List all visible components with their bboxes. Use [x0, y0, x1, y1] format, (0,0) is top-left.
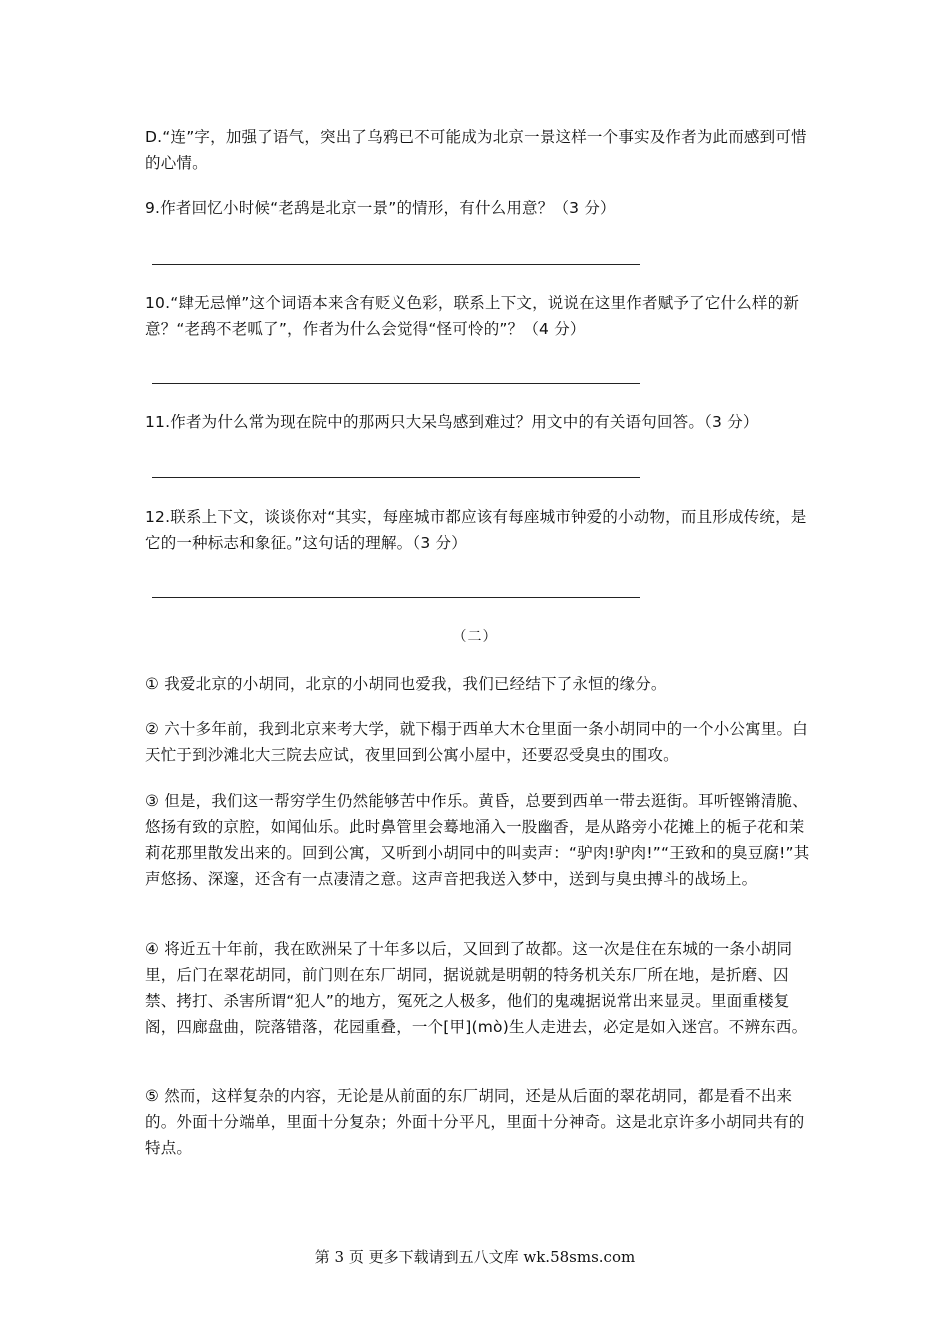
paragraph-5: ⑤ 然而，这样复杂的内容，无论是从前面的东厂胡同，还是从后面的翠花胡同，都是看不出来的。外面十分端单，里面十分复杂；外面十分平凡，里面十分神奇。这是北京许多小胡同共有的特点。	[145, 1087, 805, 1157]
paragraph-4: ④ 将近五十年前，我在欧洲呆了十年多以后，又回到了故都。这一次是住在东城的一条小胡同里，后门在翠花胡同，前门则在东厂胡同，据说就是明朝的特务机关东厂所在地，是折磨、囚禁、拷打、杀害所谓“犯人”的地方，冤死之人极多，他们的鬼魂据说常出来显灵。里面重楼复阁，四廊盘曲，院落错落，花园重叠，一个[甲](mò)生人走进去，必定是如入迷宫。不辨东西。	[145, 940, 808, 1036]
paragraph-2: ② 六十多年前，我到北京来考大学，就下榻于西单大木仓里面一条小胡同中的一个小公寓里。白天忙于到沙滩北大三院去应试，夜里回到公寓小屋中，还要忍受臭虫的围攻。	[145, 720, 808, 764]
question-12: 12.联系上下文，谈谈你对“其实，每座城市都应该有每座城市钟爱的小动物，而且形成传统，是它的一种标志和象征。”这句话的理解。（3 分）	[145, 508, 807, 552]
paragraph-1: ① 我爱北京的小胡同，北京的小胡同也爱我，我们已经结下了永恒的缘分。	[145, 675, 667, 693]
answer-line-q11[interactable]	[152, 477, 640, 478]
section-title: （二）	[452, 629, 498, 645]
question-9: 9.作者回忆小时候“老鸹是北京一景”的情形，有什么用意？（3 分）	[145, 199, 616, 217]
page-footer: 第 3 页 更多下载请到五八文库 wk.58sms.com	[314, 1248, 636, 1266]
question-11: 11.作者为什么常为现在院中的那两只大呆鸟感到难过？用文中的有关语句回答。（3 分）	[145, 413, 759, 431]
option-d-text: D.“连”字，加强了语气，突出了乌鸦已不可能成为北京一景这样一个事实及作者为此而感到可惜的心情。	[145, 128, 807, 172]
answer-line-q9[interactable]	[152, 264, 640, 265]
paragraph-3: ③ 但是，我们这一帮穷学生仍然能够苦中作乐。黄昏，总要到西单一带去逛街。耳听铿锵清脆、悠扬有致的京腔，如闻仙乐。此时鼻管里会蓦地涌入一股幽香，是从路旁小花摊上的栀子花和茉莉花那里散发出来的。回到公寓，又听到小胡同中的叫卖声：“驴肉!驴肉!”“王致和的臭豆腐!”其声悠扬、深邃，还含有一点凄清之意。这声音把我送入梦中，送到与臭虫搏斗的战场上。	[145, 792, 810, 888]
answer-line-q12[interactable]	[152, 597, 640, 598]
answer-line-q10[interactable]	[152, 383, 640, 384]
question-10: 10.“肆无忌惮”这个词语本来含有贬义色彩，联系上下文，说说在这里作者赋予了它什么样的新意？“老鸹不老呱了”，作者为什么会觉得“怪可怜的”？（4 分）	[145, 294, 800, 338]
